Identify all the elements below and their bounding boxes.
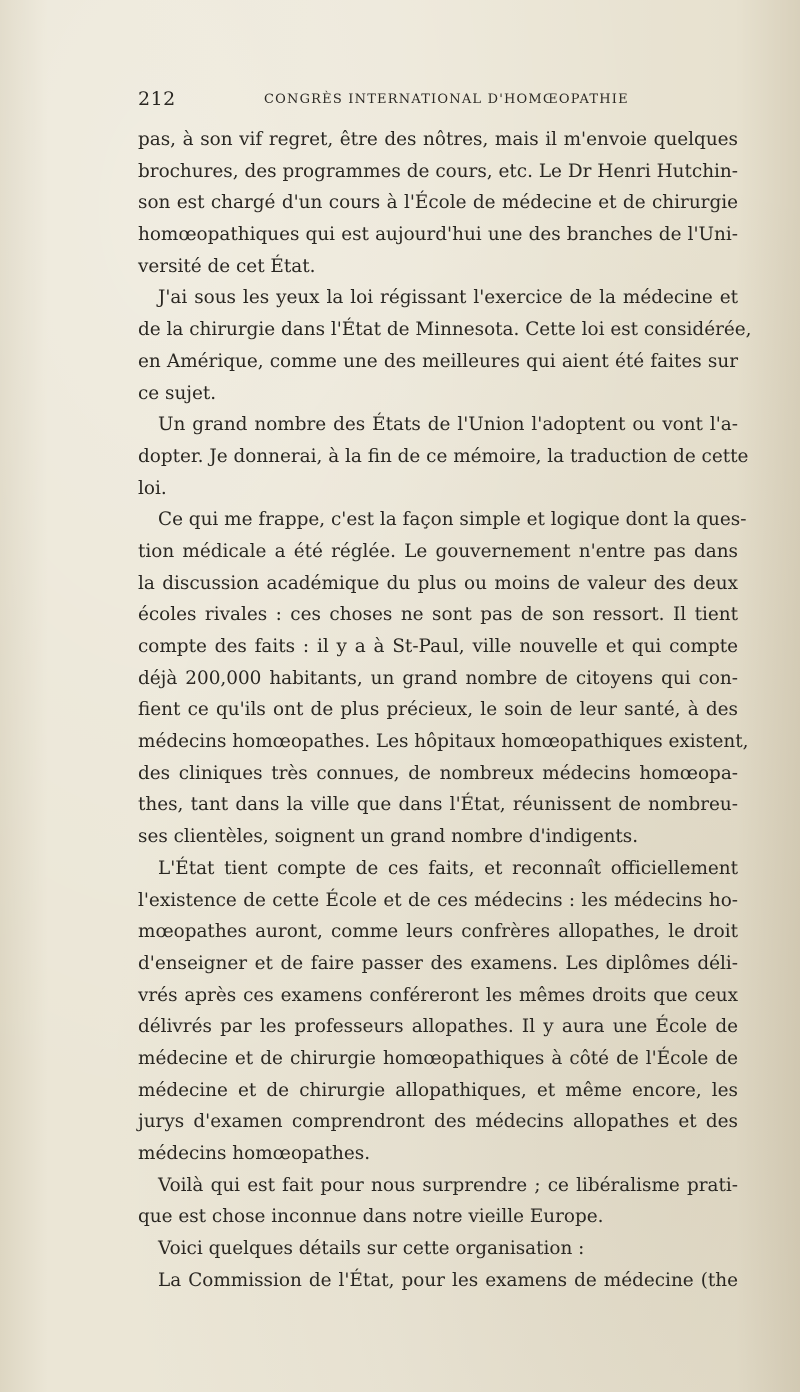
text-line: ce sujet. (138, 382, 217, 404)
text-line: compte des faits : il y a à St-Paul, ville nouvelle et qui compte (138, 636, 738, 657)
text-line: L'État tient compte de ces faits, et reconnaît officiellement (158, 857, 738, 879)
running-head: CONGRÈS INTERNATIONAL D'HOMŒOPATHIE (264, 92, 629, 107)
text-line: ses clientèles, soignent un grand nombre d'indigents. (138, 826, 639, 848)
text-line: en Amérique, comme une des meilleures qui aient été faites sur (138, 350, 738, 372)
text-line: brochures, des programmes de cours, etc. Le Dr Henri Hutchin- (138, 160, 738, 182)
text-line: son est chargé d'un cours à l'École de médecine et de chirurgie (138, 192, 738, 214)
page-header (138, 88, 738, 112)
text-line: loi. (138, 477, 167, 499)
text-line: médecins homœopathes. Les hôpitaux homœopathiques existent, (138, 731, 749, 753)
text-line: l'existence de cette École et de ces médecins : les médecins ho- (138, 889, 738, 911)
text-line: Un grand nombre des États de l'Union l'adoptent ou vont l'a- (158, 414, 738, 436)
text-line: Voilà qui est fait pour nous surprendre ; ce libéralisme prati- (158, 1174, 738, 1196)
text-line: écoles rivales : ces choses ne sont pas de son ressort. Il tient (138, 604, 738, 626)
text-line: vrés après ces examens conféreront les mêmes droits que ceux (138, 984, 738, 1006)
text-line: d'enseigner et de faire passer des examens. Les diplômes déli- (138, 952, 738, 974)
text-line: homœopathiques qui est aujourd'hui une des branches de l'Uni- (138, 224, 738, 246)
text-line: déjà 200,000 habitants, un grand nombre de citoyens qui con- (138, 667, 738, 689)
text-line: fient ce qu'ils ont de plus précieux, le soin de leur santé, à des (138, 699, 738, 721)
text-line: versité de cet État. (138, 255, 316, 277)
body-text (138, 124, 752, 1296)
text-line: Voici quelques détails sur cette organisation : (158, 1238, 585, 1260)
text-line: médecine et de chirurgie homœopathiques à côté de l'École de (138, 1047, 738, 1069)
text-line: mœopathes auront, comme leurs confrères allopathes, le droit (138, 921, 738, 943)
text-line: jurys d'examen comprendront des médecins allopathes et des (138, 1111, 738, 1133)
text-line: de la chirurgie dans l'État de Minnesota. Cette loi est considérée, (138, 319, 752, 341)
text-line: La Commission de l'État, pour les examens de médecine (the (158, 1269, 738, 1291)
text-line: tion médicale a été réglée. Le gouvernement n'entre pas dans (138, 540, 738, 562)
text-line: la discussion académique du plus ou moins de valeur des deux (138, 572, 738, 594)
text-line: dopter. Je donnerai, à la fin de ce mémoire, la traduction de cette (138, 445, 749, 467)
text-line: médecins homœopathes. (138, 1143, 371, 1164)
text-line: des cliniques très connues, de nombreux médecins homœopa- (138, 762, 738, 784)
text-line: thes, tant dans la ville que dans l'État, réunissent de nombreu- (138, 794, 738, 816)
text-line: médecine et de chirurgie allopathiques, et même encore, les (138, 1079, 738, 1101)
text-line: que est chose inconnue dans notre vieille Europe. (138, 1206, 604, 1228)
text-line: Ce qui me frappe, c'est la façon simple et logique dont la ques- (158, 509, 747, 531)
text-line: pas, à son vif regret, être des nôtres, mais il m'envoie quelques (138, 129, 738, 150)
text-line: délivrés par les professeurs allopathes. Il y aura une École de (138, 1016, 738, 1038)
page-number: 212 (138, 88, 176, 110)
text-line: J'ai sous les yeux la loi régissant l'exercice de la médecine et (158, 287, 738, 309)
